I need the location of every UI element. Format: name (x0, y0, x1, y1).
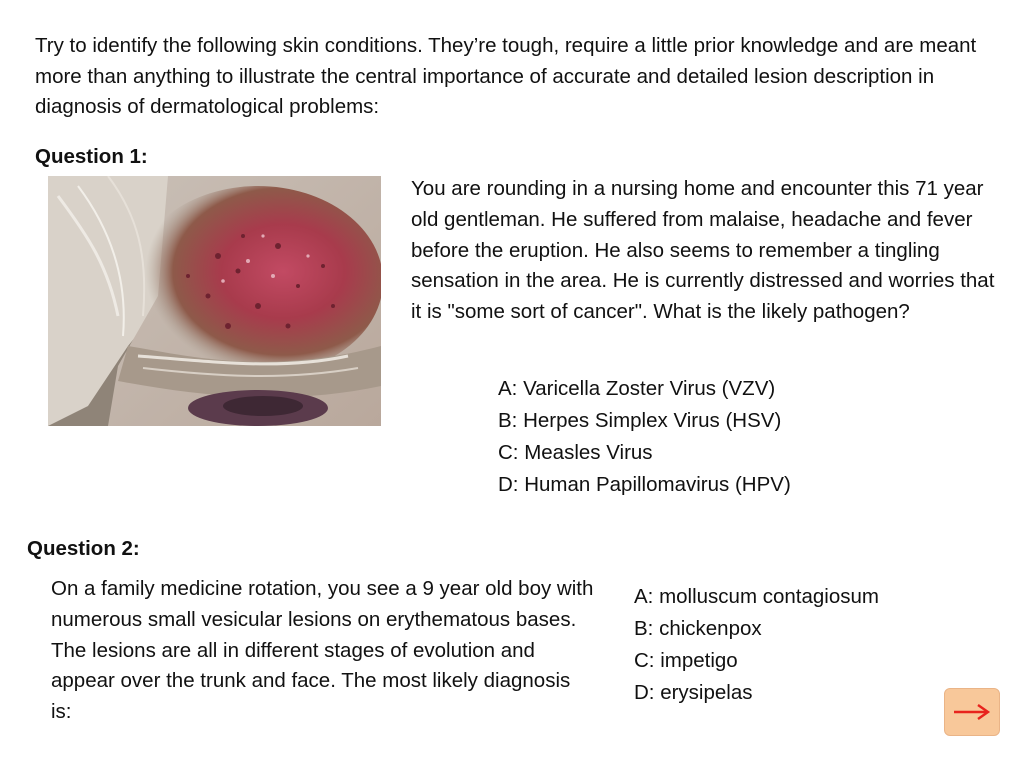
intro-text: Try to identify the following skin conditions. They’re tough, require a little prior knowledge and are meant more than anything to illustrate the central importance of accurate and detailed lesion description in diagnosis of dermatological problems: (35, 34, 977, 118)
question-2-option-d[interactable]: D: erysipelas (634, 681, 753, 704)
question-1-options (498, 373, 791, 501)
question-2-heading: Question 2: (27, 537, 140, 560)
question-1-clinical-photo (48, 176, 381, 426)
question-2-case-text: On a family medicine rotation, you see a 9 year old boy with numerous small vesicular lesions on erythematous bases. The lesions are all in different stages of evolution and appear over the trunk and face. The most likely diagnosis is: (51, 577, 594, 724)
question-1-option-b[interactable]: B: Herpes Simplex Virus (HSV) (498, 409, 782, 432)
question-2-options (634, 581, 879, 709)
question-1-option-d[interactable]: D: Human Papillomavirus (HPV) (498, 473, 791, 496)
question-2-option-c[interactable]: C: impetigo (634, 649, 738, 672)
question-2-option-b[interactable]: B: chickenpox (634, 617, 762, 640)
question-1-case-text: You are rounding in a nursing home and encounter this 71 year old gentleman. He suffered from malaise, headache and fever before the eruption. He also seems to remember a tingling sensation in the area. He is currently distressed and worries that it is "some sort of cancer". What is the likely pathogen? (411, 177, 995, 324)
question-1-heading: Question 1: (35, 145, 148, 168)
question-2-option-a[interactable]: A: molluscum contagiosum (634, 585, 879, 608)
clinical-photo-icon (48, 176, 381, 426)
next-slide-button[interactable] (944, 688, 1000, 736)
question-1-option-c[interactable]: C: Measles Virus (498, 441, 653, 464)
right-arrow-icon (952, 702, 992, 722)
question-1-option-a[interactable]: A: Varicella Zoster Virus (VZV) (498, 377, 776, 400)
